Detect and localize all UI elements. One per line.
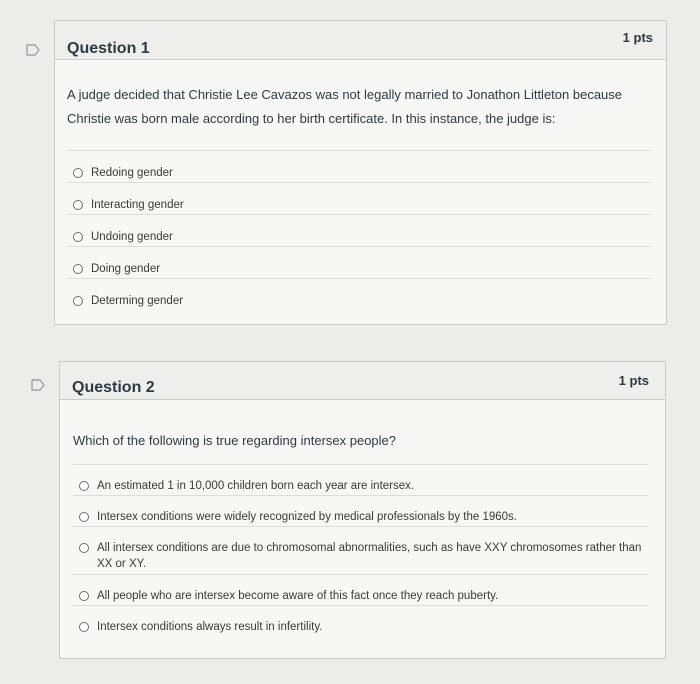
radio-button[interactable] [73, 264, 83, 274]
answer-option[interactable] [73, 526, 648, 574]
radio-button[interactable] [73, 168, 83, 178]
question-1-points: 1 pts [622, 30, 653, 45]
answer-label: Undoing gender [91, 231, 173, 243]
answer-label: All people who are intersex become aware of this fact once they reach puberty. [97, 590, 499, 602]
question-2 [59, 361, 666, 659]
question-2-text: Which of the following is true regarding intersex people? [73, 433, 397, 448]
question-1-answers [67, 150, 651, 310]
flag-outline-icon[interactable] [26, 44, 40, 56]
answer-label: Redoing gender [91, 167, 173, 179]
radio-button[interactable] [73, 232, 83, 242]
answer-label: Interacting gender [91, 199, 184, 211]
answer-option[interactable] [73, 464, 648, 495]
answer-option[interactable] [67, 278, 651, 310]
question-1-title: Question 1 [67, 40, 150, 57]
answer-option[interactable] [67, 246, 651, 278]
answer-label: Intersex conditions were widely recognized by medical professionals by the 1960s. [97, 511, 517, 523]
answer-option[interactable] [67, 182, 651, 214]
answer-option[interactable] [73, 605, 648, 636]
question-2-header [60, 362, 665, 400]
radio-button[interactable] [79, 543, 89, 553]
answer-label: An estimated 1 in 10,000 children born each year are intersex. [97, 480, 415, 492]
question-1-header [55, 21, 666, 60]
question-2-title: Question 2 [72, 379, 155, 396]
radio-button[interactable] [79, 512, 89, 522]
answer-label: Determing gender [91, 295, 184, 307]
question-2-answers [73, 464, 648, 636]
question-1 [54, 20, 667, 325]
answer-option[interactable] [73, 574, 648, 605]
answer-label: All intersex conditions are due to chromosomal abnormalities, such as have XXY chromosomes rather than XX or XY. [97, 542, 642, 570]
answer-label: Doing gender [91, 263, 161, 275]
flag-outline-icon[interactable] [31, 379, 45, 391]
radio-button[interactable] [73, 296, 83, 306]
radio-button[interactable] [79, 622, 89, 632]
answer-option[interactable] [73, 495, 648, 526]
answer-option[interactable] [67, 214, 651, 246]
radio-button[interactable] [79, 591, 89, 601]
radio-button[interactable] [79, 481, 89, 491]
answer-option[interactable] [67, 150, 651, 182]
question-2-points: 1 pts [618, 373, 649, 388]
answer-label: Intersex conditions always result in infertility. [97, 621, 323, 633]
question-1-text: A judge decided that Christie Lee Cavazos was not legally married to Jonathon Littleton because Christie was born male according to her birth certificate. In this instance, the judge is: [67, 87, 623, 126]
radio-button[interactable] [73, 200, 83, 210]
